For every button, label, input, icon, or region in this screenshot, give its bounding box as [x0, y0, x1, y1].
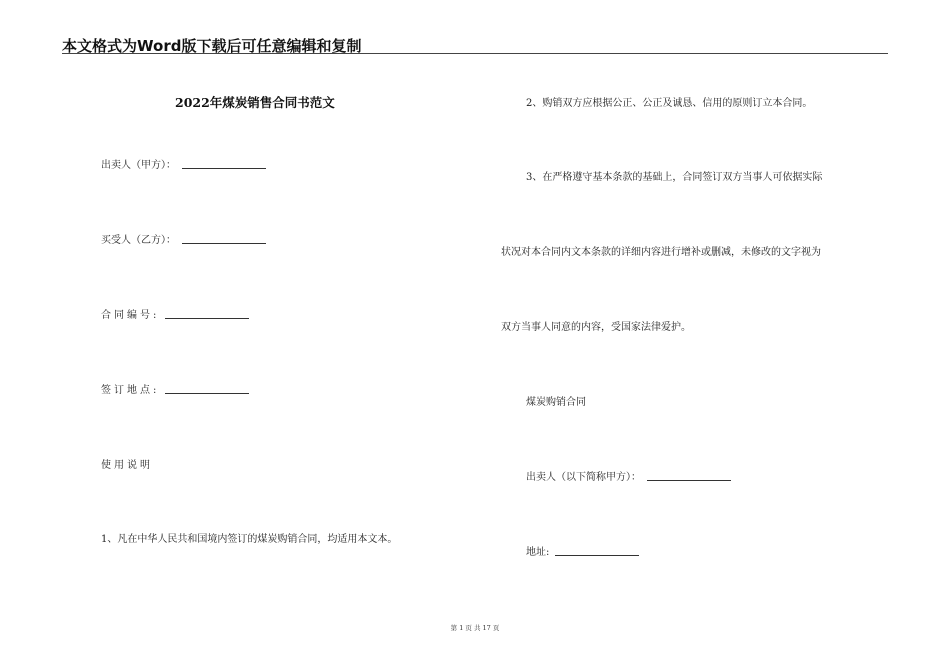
usage-heading: 使用说明	[101, 460, 153, 471]
contract-heading: 煤炭购销合同	[526, 397, 586, 408]
address-label: 地址:	[526, 547, 550, 558]
buyer-field-row	[101, 231, 266, 246]
sign-place-row	[101, 381, 249, 396]
contract-number-label: 合同编号:	[101, 310, 160, 321]
clause-3-line-2: 状况对本合同内文本条款的详细内容进行增补或删减，未修改的文字视为	[501, 247, 821, 258]
document-header-title: 本文格式为Word版下载后可任意编辑和复制	[62, 37, 362, 55]
buyer-blank-line	[182, 243, 266, 244]
buyer-label: 买受人（乙方）：	[101, 235, 176, 246]
seller-short-blank-line	[647, 480, 731, 481]
page-indicator: 第 1 页 共 17 页	[450, 624, 500, 632]
document-title: 2022年煤炭销售合同书范文	[175, 95, 335, 110]
seller-short-row	[526, 468, 731, 483]
clause-3-line-3: 双方当事人同意的内容，受国家法律爱护。	[501, 322, 691, 333]
seller-field-row	[101, 156, 266, 171]
seller-label: 出卖人（甲方）：	[101, 160, 176, 171]
contract-number-blank-line	[165, 318, 249, 319]
address-blank-line	[555, 555, 639, 556]
header-divider	[62, 53, 888, 54]
clause-2: 2、购销双方应根据公正、公正及诚恳、信用的原则订立本合同。	[526, 98, 813, 109]
clause-3-line-1: 3、在严格遵守基本条款的基础上，合同签订双方当事人可依据实际	[526, 172, 823, 183]
clause-1: 1、凡在中华人民共和国境内签订的煤炭购销合同，均适用本文本。	[101, 534, 398, 545]
sign-place-label: 签订地点:	[101, 385, 160, 396]
seller-blank-line	[182, 168, 266, 169]
address-row	[526, 543, 639, 558]
seller-short-label: 出卖人（以下简称甲方）：	[526, 472, 641, 483]
sign-place-blank-line	[165, 393, 249, 394]
contract-number-row	[101, 306, 249, 321]
